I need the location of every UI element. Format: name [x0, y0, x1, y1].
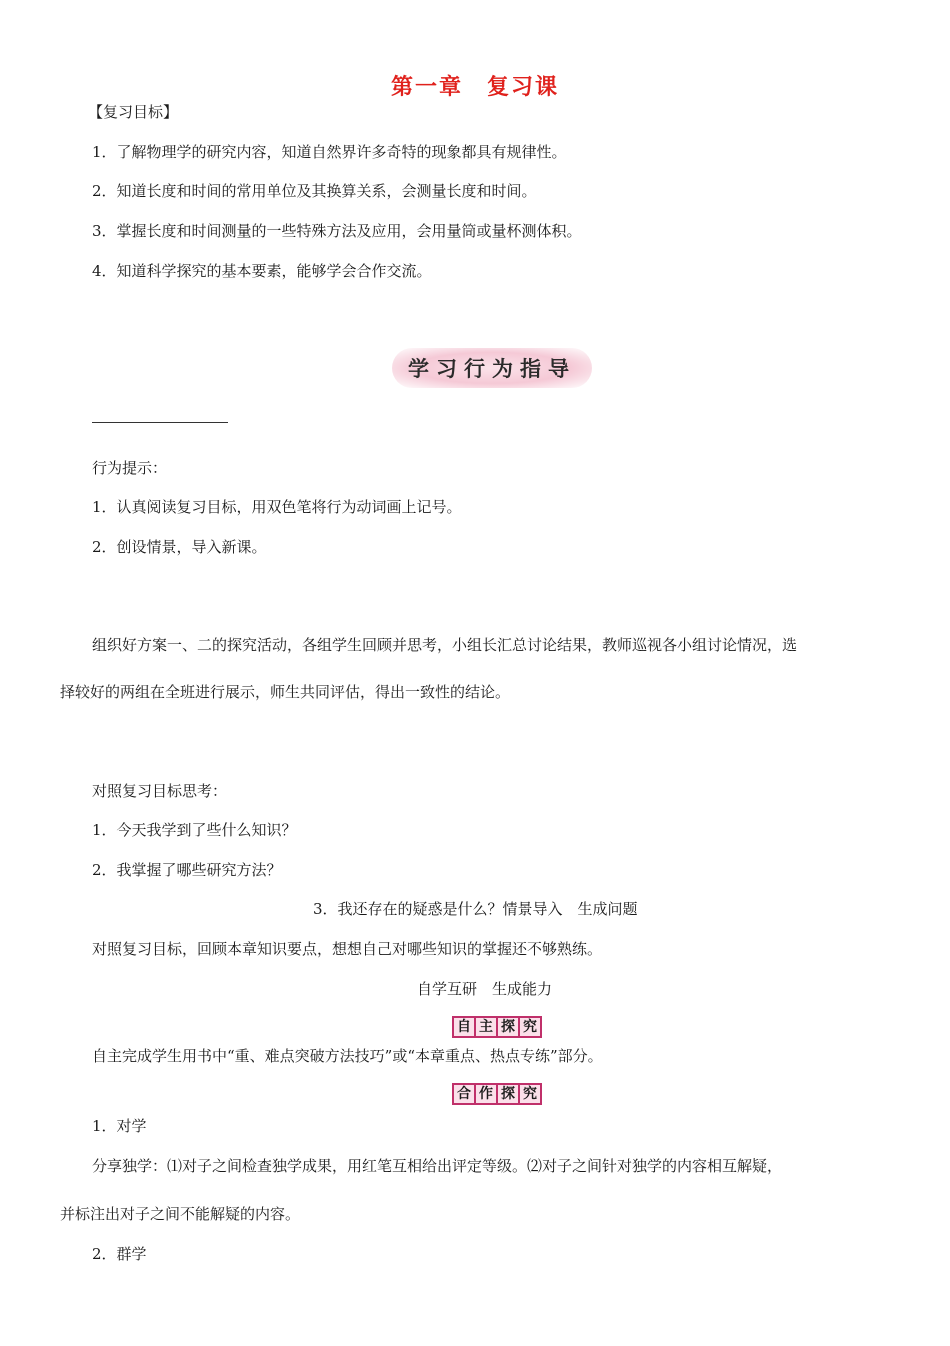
- label-char: 究: [520, 1018, 540, 1036]
- page-title: 第一章 复习课: [390, 75, 559, 100]
- label-char: 自: [454, 1018, 476, 1036]
- goal-item-2: 2．知道长度和时间的常用单位及其换算关系，会测量长度和时间。: [92, 182, 537, 200]
- behavior-item-2: 2．创设情景，导入新课。: [92, 538, 267, 556]
- section-center-heading: 自学互研 生成能力: [417, 980, 553, 998]
- section-banner: [392, 348, 592, 388]
- paragraph-line-2: 择较好的两组在全班进行展示，师生共同评估，得出一致性的结论。: [60, 683, 511, 701]
- reflect-item-2: 2．我掌握了哪些研究方法？: [92, 861, 282, 879]
- label-char: 作: [476, 1085, 498, 1103]
- coop-item-1: 1．对学: [92, 1117, 147, 1135]
- share-line-2: 并标注出对子之间不能解疑的内容。: [60, 1205, 301, 1223]
- reflect-item-1: 1．今天我学到了些什么知识？: [92, 821, 297, 839]
- label-char: 究: [520, 1085, 540, 1103]
- goal-item-3: 3．掌握长度和时间测量的一些特殊方法及应用，会用量筒或量杯测体积。: [92, 222, 582, 240]
- reflect-item-3: 3．我还存在的疑惑是什么？情景导入 生成问题: [313, 900, 638, 918]
- label-char: 探: [498, 1085, 520, 1103]
- divider-line: [92, 422, 228, 423]
- label-char: 主: [476, 1018, 498, 1036]
- self-study-text: 自主完成学生用书中“重、难点突破方法技巧”或“本章重点、热点专练”部分。: [92, 1047, 603, 1065]
- goal-item-4: 4．知道科学探究的基本要素，能够学会合作交流。: [92, 262, 432, 280]
- paragraph-line-1: 组织好方案一、二的探究活动，各组学生回顾并思考，小组长汇总讨论结果，教师巡视各小组讨论情况，选: [92, 636, 798, 654]
- banner-text: 学习行为指导: [408, 357, 576, 381]
- reflect-heading: 对照复习目标思考：: [92, 782, 228, 800]
- goal-item-1: 1．了解物理学的研究内容，知道自然界许多奇特的现象都具有规律性。: [92, 143, 567, 161]
- label-char: 合: [454, 1085, 476, 1103]
- behavior-heading: 行为提示：: [92, 459, 168, 477]
- coop-study-label: [452, 1083, 542, 1105]
- label-char: 探: [498, 1018, 520, 1036]
- share-line-1: 分享独学：⑴对子之间检查独学成果，用红笔互相给出评定等级。⑵对子之间针对独学的内容相互解疑，: [92, 1157, 783, 1175]
- behavior-item-1: 1．认真阅读复习目标，用双色笔将行为动词画上记号。: [92, 498, 462, 516]
- self-study-label: [452, 1016, 542, 1038]
- coop-item-2: 2．群学: [92, 1245, 147, 1263]
- review-line: 对照复习目标，回顾本章知识要点，想想自己对哪些知识的掌握还不够熟练。: [92, 940, 603, 958]
- goals-heading: 【复习目标】: [88, 103, 179, 121]
